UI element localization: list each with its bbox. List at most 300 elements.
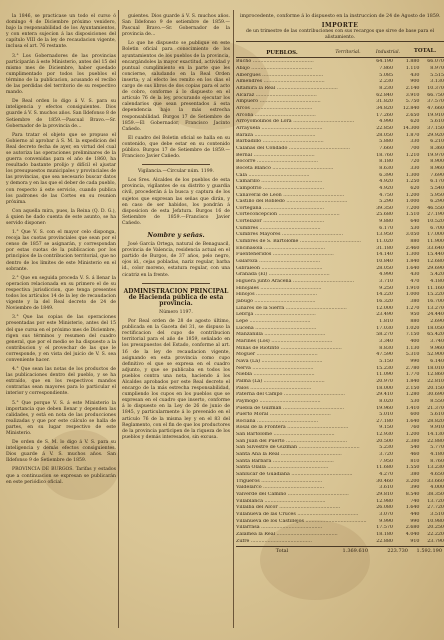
industrial-value: 2.780 (405, 365, 420, 371)
pueblo-name: Camarillo ........................................ (236, 179, 323, 185)
industrial-value: 12.840 (402, 105, 420, 111)
pueblo-name: Paterna del Campo ........................................ (236, 392, 345, 398)
table-row (236, 539, 444, 546)
territorial-value: 12.980 (376, 498, 393, 504)
paragraph: Los Sres. Alcaldes de los pueblos de esta provincia, vigilantes de su distrito y guardia civil, procederán á la busca y captura de los sujetos que expresan las señas que dirán, y en caso de ser habidos, los pondrán á disposicion de esta Jefatura. Burgos 16 de Setiembre de 1859.—Francisco Javier Cañedo. (122, 178, 230, 226)
industrial-value: 2.140 (405, 86, 420, 91)
total-value: 6.700 (430, 225, 444, 231)
industrial-value: 1.550 (405, 465, 420, 471)
pueblo-name: Santa Olalla ........................................ (236, 465, 329, 471)
table-row (236, 379, 444, 386)
industrial-value: 640 (410, 219, 420, 225)
table-row (236, 372, 444, 379)
industrial-value: 1.640 (405, 265, 420, 271)
territorial-value: 12.930 (376, 432, 393, 438)
paragraph: De orden de S. M. lo digo á V. S. para su inteligencia y demás efectos consiguientes. Dios guarde á V. S. muchos años. San Ildefonso 9 de Setiembre de 1859. (6, 440, 116, 464)
industrial-value: 430 (410, 272, 420, 278)
table-row (236, 153, 444, 160)
table-row (236, 179, 444, 186)
industrial-value: 950 (410, 312, 420, 318)
pueblo-name: Bernal ........................................ (236, 152, 315, 158)
total-value: 9.910 (430, 425, 444, 431)
industrial-value: 530 (410, 225, 420, 231)
section-heading: Nombre y señas. (147, 232, 205, 239)
territorial-value: 5.290 (379, 199, 393, 205)
table-row (236, 166, 444, 173)
table-row (236, 459, 444, 466)
territorial-value: 6.170 (379, 225, 393, 231)
industrial-value: 1.200 (405, 432, 420, 438)
industrial-value: 2.650 (405, 112, 420, 118)
table-row (236, 139, 444, 146)
territorial-value: 8.830 (379, 345, 393, 351)
pueblo-name: Palos ........................................ (236, 385, 312, 391)
column-2 (122, 14, 230, 444)
pueblo-name: Baraza ........................................ (236, 132, 316, 138)
column-3 (236, 14, 444, 554)
territorial-value: 17.030 (376, 325, 393, 331)
pueblo-name: Rociana ........................................ (236, 418, 319, 424)
pueblo-name: Zalamea la Real ........................................ (236, 531, 338, 537)
pueblo-name: Cumbres Mayores ........................................ (236, 232, 343, 238)
industrial-value: 540 (410, 445, 420, 451)
table-row (236, 332, 444, 339)
industrial-value: 1.110 (405, 66, 420, 72)
pueblo-name: Albérgues ........................................ (236, 72, 324, 78)
territorial-value: 7.860 (379, 66, 393, 72)
industrial-value: 3.050 (405, 232, 420, 238)
territorial-value: 5.085 (379, 72, 393, 78)
territorial-value: 22.880 (376, 538, 393, 544)
total-value: 24.440 (427, 312, 444, 318)
industrial-value: 400 (410, 338, 420, 344)
column-divider (233, 10, 234, 628)
paragraph: José García Ortega, natural de Benaguacil, provincia de Valencia, residencia actual en el partido de Burgos, de 37 años, pelo negro, ojos id., cejas pobladas, nariz regular, barba id., color moreno, estatura regular, con una cicatriz en la frente. (122, 242, 230, 278)
territorial-value: 3.610 (379, 485, 393, 491)
table-row (236, 306, 444, 313)
paragraph: 1.° Que V. S. con el mayor celo disponga, recoja las cuotas provinciales que sean por el censo de 1857 se asignarán, y correspondan por estas cuotas de la publicacion por los principios de la contribucion territorial, que no dentro de los límites de este Ministerio en el sobrante. (6, 230, 116, 272)
total-value: 38.350 (427, 492, 444, 498)
industrial-value: 7.200 (405, 205, 420, 211)
pueblo-name: Cortegana ........................................ (236, 205, 325, 211)
territorial-value: 16.320 (376, 299, 393, 304)
territorial-value: 26.080 (376, 505, 393, 511)
pueblo-name: Boceta Blanco ........................................ (236, 165, 334, 171)
industrial-value: 1.880 (405, 59, 420, 65)
table-row (236, 239, 444, 246)
header-industrial: Industrial. (375, 50, 401, 56)
territorial-value: 5.010 (379, 412, 393, 418)
industrial-value: 900 (410, 79, 420, 85)
table-row (236, 226, 444, 233)
territorial-value: 14.220 (376, 292, 393, 298)
pueblo-name: Villarrasa ........................................ (236, 525, 323, 531)
territorial-value: 47.590 (376, 352, 393, 358)
total-value: 21.370 (427, 405, 444, 411)
paragraph: Con aquella mira, pues, la Reina (Q. D. G.), á quien he dado cuenta de este asunto, se ha servido disponer: (6, 208, 116, 226)
industrial-value: 620 (410, 119, 420, 125)
intro-text: improcedente, conforme á lo dispuesto en la instruccion de 24 de Agosto de 1859. (240, 14, 441, 19)
table-row (236, 399, 444, 406)
total-value: 22.220 (427, 531, 444, 537)
industrial-value: 1.200 (405, 192, 420, 198)
table-row (236, 445, 444, 452)
total-value: 19.910 (427, 112, 444, 118)
territorial-value: 9.990 (379, 518, 393, 524)
separator (142, 283, 210, 284)
industrial-value: 3.910 (405, 92, 420, 98)
paragraph: PROVINCIA DE BURGOS. Tarifas y estados que a continuacion se expresan se publicarán en este periódico oficial. (6, 467, 116, 485)
territorial-value: 6.390 (379, 172, 393, 178)
territorial-value: 8.630 (379, 165, 393, 171)
table-row (236, 525, 444, 532)
industrial-value: 700 (410, 145, 420, 151)
industrial-value: 1.640 (405, 505, 420, 511)
industrial-value: 910 (410, 538, 420, 544)
pueblo-name: Valverde del Camino ........................................ (236, 492, 349, 498)
table-row (236, 259, 444, 266)
pueblo-name: Palma (La) ........................................ (236, 378, 325, 384)
table-row (236, 219, 444, 226)
pueblo-name: San Juan del Puerto ........................................ (236, 438, 347, 444)
paragraph: De Real orden lo digo á V. S. para su inteligencia y efectos consiguientes. Dios guarde á V. S. muchos años. San Ildefonso 8 de Setiembre de 1859.—Pascual Bravo.—Sr. Gobernador de la provincia de… (6, 99, 116, 129)
total-value: 28.820 (427, 418, 444, 424)
territorial-value: 25.680 (376, 212, 393, 218)
industrial-value: 760 (410, 425, 420, 431)
table-row (236, 392, 444, 399)
paragraph: guientes. Dios guarde á V. S. muchos años. San Ildefonso 9 de setiembre de 1859.—Pascual Bravo.—Sr. Gobernador de la provincia de… (122, 14, 230, 38)
territorial-value: 29.410 (376, 392, 393, 398)
territorial-value: 7.660 (379, 145, 393, 151)
pueblo-name: Zufre ........................................ (236, 538, 312, 544)
pueblo-name: Villanueva de los Castillejos ........................................ (236, 518, 367, 524)
total-industrial: 223.730 (387, 548, 408, 555)
pueblo-name: Cañaveral de Leon ........................................ (236, 192, 345, 198)
total-value: 5.540 (430, 185, 444, 191)
total-value: 5.515 (430, 72, 444, 78)
table-row (236, 386, 444, 393)
total-value: 3.510 (430, 512, 444, 517)
pueblo-name: Barbadillo ........................................ (236, 139, 324, 145)
table-row (236, 352, 444, 359)
territorial-value: 64.190 (376, 59, 393, 65)
pueblo-name: Hinojos ........................................ (236, 292, 318, 298)
territorial-value: 20.970 (376, 378, 393, 384)
territorial-value: 39.350 (376, 205, 393, 211)
pueblo-name: Almendres ........................................ (236, 79, 325, 85)
industrial-value: 1.910 (405, 285, 420, 291)
pueblo-name: Corteconcepcion ........................................ (236, 212, 340, 218)
pueblo-name: Jabugo ........................................ (236, 299, 316, 304)
pueblo-name: Ampuero ........................................ (236, 99, 321, 105)
territorial-value: 17.260 (376, 112, 393, 118)
industrial-value: 530 (410, 398, 420, 404)
total-value: 10.370 (427, 86, 444, 91)
pueblo-name: Puerto Moral ........................................ (236, 412, 331, 418)
table-row (236, 199, 444, 206)
territorial-value: 9.250 (379, 285, 393, 291)
industrial-value: 1.870 (405, 132, 420, 138)
table-row (236, 452, 444, 459)
table-row (236, 346, 444, 353)
territorial-value: 8.020 (379, 398, 393, 404)
territorial-value: 8.180 (379, 159, 393, 165)
table-row (236, 206, 444, 213)
industrial-value: 990 (410, 518, 420, 524)
industrial-value: 620 (410, 185, 420, 191)
pueblo-name: Manzanilla ........................................ (236, 332, 326, 338)
table-row (236, 485, 444, 492)
total-value: 29.690 (427, 265, 444, 271)
territorial-value: 4.990 (379, 272, 393, 278)
total-value: 8.360 (430, 145, 444, 151)
total-value: 19.970 (427, 152, 444, 158)
table-row (236, 419, 444, 426)
total-value: 66.070 (427, 59, 444, 65)
total-value: 22.880 (427, 438, 444, 444)
territorial-value: 1.810 (379, 318, 393, 324)
pueblo-name: Alcaraz ........................................ (236, 92, 317, 98)
notice-number: Número 1197. (159, 309, 193, 315)
header-pueblos: PUEBLOS. (266, 50, 298, 57)
total-value: 20.150 (427, 385, 444, 391)
total-value: 4.180 (430, 452, 444, 458)
total-value: 5.420 (430, 272, 444, 278)
table-row (236, 359, 444, 366)
pueblo-name: San Bartolomé ........................................ (236, 432, 335, 438)
table-row (236, 519, 444, 526)
total-value: 6.170 (430, 179, 444, 185)
pueblo-name: Villanueva de las Cruces ........................................ (236, 512, 359, 517)
pueblo-name: Sanlúcar de Guadiana ........................................ (236, 472, 353, 478)
territorial-value: 5.230 (379, 445, 393, 451)
total-value: 15.220 (427, 292, 444, 298)
territorial-value: 11.090 (376, 372, 393, 378)
total-value: 37.570 (427, 99, 444, 105)
total-value: 29.920 (427, 132, 444, 138)
territorial-value: 15.230 (376, 365, 393, 371)
table-row (236, 126, 444, 133)
pueblo-name: Campofrio ........................................ (236, 185, 325, 191)
pueblo-name: Bucho ........................................ (236, 59, 314, 65)
industrial-value: 390 (410, 485, 420, 491)
industrial-value: 1.510 (405, 212, 420, 218)
industrial-value: 1.270 (405, 305, 420, 311)
total-value: 17.000 (427, 232, 444, 238)
total-value: 22.810 (427, 378, 444, 384)
territorial-value: 3.710 (379, 279, 393, 285)
total-value: 15.440 (427, 252, 444, 258)
territorial-value: 4.750 (379, 192, 393, 198)
industrial-value: 330 (410, 165, 420, 171)
industrial-value: 1.770 (405, 372, 420, 378)
total-value: 37.150 (427, 125, 444, 131)
industrial-value: 2.380 (405, 438, 420, 444)
table-row (236, 366, 444, 373)
industrial-value: 740 (410, 498, 420, 504)
table-subheading: de un trimestre de las contribuciones con sus recargos que sirve de base para el alistamiento. (245, 29, 435, 40)
total-value: 27.720 (427, 505, 444, 511)
table-row (236, 479, 444, 486)
pueblo-name: Arcos ........................................ (236, 105, 313, 111)
total-value: 8.760 (430, 458, 444, 464)
territorial-value: 18.000 (376, 385, 393, 391)
industrial-value: 440 (410, 512, 420, 517)
table-row (236, 319, 444, 326)
separator (142, 164, 210, 165)
table-row (236, 193, 444, 200)
table-row (236, 465, 444, 472)
paragraph: 5.° Que porque V. S. á este Ministerio la importancia que deben llenar y dependen las calidades, y está en nota de las producciones realizadas y que por este cálculo se halla de partes, en su lugar respectivo de este Ministerio. (6, 400, 116, 436)
total-value: 33.660 (427, 478, 444, 484)
paragraph: 2.° Que en seguida proceda V. S. á llenar la operacion relacionada en su primero el de su respectiva jurisdiccion, que tenga presentes todos los artículos 14 de la ley de recaudacion vigente y la del Real decreto de 24 de Noviembre de 1849. (6, 275, 116, 312)
total-value: 8.550 (430, 398, 444, 404)
total-value: 5.610 (430, 119, 444, 125)
territorial-value: 14.140 (376, 252, 393, 258)
industrial-value: 1.210 (405, 152, 420, 158)
pueblo-name: Nerva ........................................ (236, 365, 314, 371)
total-value: 20.250 (427, 525, 444, 531)
table-row (236, 86, 444, 93)
pueblo-name: Paymogo ........................................ (236, 398, 321, 404)
total-value: 46.550 (427, 205, 444, 211)
total-value: 9.960 (430, 345, 444, 351)
industrial-value: 1.280 (405, 392, 420, 398)
table-row (236, 425, 444, 432)
table-row (236, 146, 444, 153)
pueblo-name: Arcoba ........................................ (236, 112, 316, 118)
total-value: 12.680 (427, 259, 444, 265)
territorial-value: 7.950 (379, 458, 393, 464)
table-heading: IMPORTE (321, 22, 359, 29)
territorial-value: 34.820 (376, 105, 393, 111)
pueblo-name: Galaroza ........................................ (236, 259, 321, 265)
total-value: 13.720 (427, 498, 444, 504)
pueblo-name: Lebrija ........................................ (236, 312, 316, 318)
pueblo-name: Castillo del Robledo ........................................ (236, 199, 348, 205)
table-header (236, 44, 444, 56)
table-row (236, 119, 444, 126)
territorial-value: 4.270 (379, 472, 393, 478)
industrial-value: 380 (410, 299, 420, 304)
pueblo-name: Lepe ........................................ (236, 318, 311, 324)
pueblo-name: Trigueros ........................................ (236, 478, 323, 484)
industrial-value: 1.840 (405, 378, 420, 384)
pueblo-name: Niebla ........................................ (236, 372, 315, 378)
industrial-value: 1.410 (405, 405, 420, 411)
table-row (236, 246, 444, 253)
table-row (236, 159, 444, 166)
industrial-value: 880 (410, 318, 420, 324)
table-rule (236, 41, 444, 42)
total-value: 5.610 (430, 412, 444, 418)
industrial-value: 2.680 (405, 525, 420, 531)
territorial-value: 18.760 (376, 152, 393, 158)
table-row (236, 133, 444, 140)
territorial-value: 11.680 (376, 465, 393, 471)
territorial-value: 28.050 (376, 265, 393, 271)
industrial-value: 600 (410, 412, 420, 418)
total-value: 11.900 (427, 239, 444, 245)
total-value: 14.130 (427, 432, 444, 438)
territorial-value: 4.920 (379, 185, 393, 191)
table-rule (236, 546, 444, 547)
paragraph: El cuadro del Boletin oficial se halla en su contenido, que debe estar en su contenido público. Burgos 17 de Setiembre de 1859.—Francisco Javier Cañedo. (122, 135, 230, 160)
paragraph: la 1846, se practicase un todo el curso ó domingo 4 de Diciembre próximo venidero, bajo la responsabilidad de los Ayuntamientos, y con entera sujecion á las disposiciones del capítulo VIII de la ley de recaudacion vigente, inclusa el art. 76 restante. (6, 14, 116, 50)
total-value: 13.230 (427, 465, 444, 471)
total-value: 52.900 (427, 352, 444, 358)
table-row (236, 286, 444, 293)
table-row (236, 99, 444, 106)
territorial-value: 12.000 (376, 305, 393, 311)
paragraph: Para tratar el objeto que se propuso el Gobierno al aprobar á S. M. la expedicion del Real decreto fecha de ayer, en virtud del cual se autoriza las operaciones preliminares de la guerra convenidas para el año de 1860, ha resultado bastante prolijo y difícil el ajustar los presupuestos municipales y provinciales de las provincias, que sea necesario buscar datos y demora y en las que el deber de cada pueblo, con respecto á este servicio, cuando publica los padrones de las Cortes en su reunion próxima. (6, 132, 116, 205)
industrial-value: 1.130 (405, 345, 420, 351)
notice-title: Vigilancia.—Circular núm. 1199. (137, 169, 215, 175)
paragraph: 3.° Los Gobernadores de las provincias participarán á este Ministerio, antes del 15 del mismo mes de Diciembre, haber quedado cumplimentado por todos los pueblos el término de la publicacion, acusando el recibo de las perdidas del territorio de su respectivo mando. (6, 53, 116, 96)
industrial-value: 1.840 (405, 259, 420, 265)
industrial-value: 3.200 (405, 478, 420, 484)
territorial-value: 10.840 (376, 259, 393, 265)
territorial-value: 22.850 (376, 125, 393, 131)
pueblo-name: Cumbres ........................................ (236, 225, 321, 231)
industrial-value: 1.000 (405, 292, 420, 298)
total-row (236, 548, 444, 554)
industrial-value: 2.150 (405, 385, 420, 391)
territorial-value: 11.020 (376, 239, 393, 245)
total-value: 4.650 (430, 472, 444, 478)
industrial-value: 810 (410, 458, 420, 464)
territorial-value: 29.810 (376, 492, 393, 498)
industrial-value: 720 (410, 159, 420, 165)
industrial-value: 990 (410, 358, 420, 364)
table-rule (236, 57, 444, 58)
pueblo-name: San Silvestre de Guzmán ........................................ (236, 445, 360, 451)
paragraph: Por Real orden de 28 de agosto último, publicada en la Gaceta del 31, se dispuso la rectificacion del cupo de contribucion territorial para el año de 1859, señalado en los presupuestos del Estado, conforme al art. 16 de la ley de recaudacion vigente, asignando en esta provincia como cupo definitivo el que se expresa en el cuadro adjunto, y que se publicaba en todos los pueblos contra una nota, haciendo á los Alcaldes aprobados por este Real decreto el encargo de la más estrecha responsabilidad, cumpliendo los cupos en los pueblos que se expresan en el cuadro que inserto, conforme á lo dispuesto en la Ley de 26 de junio de 1845, y particularmente á lo prevenido en el artículo 76 de la misma ley y en el 83 del Reglamento, con el fin de que los productores de la provincia participen de la riqueza de los pueblos y demás interesados, sin excusa. (122, 319, 230, 440)
territorial-value: 4.920 (379, 179, 393, 185)
table-row (236, 212, 444, 219)
pueblo-name: Granada (El) ........................................ (236, 272, 330, 278)
table-row (236, 113, 444, 120)
territorial-value: 3.720 (379, 452, 393, 458)
table-row (236, 79, 444, 86)
total-value: 6.210 (430, 139, 444, 145)
pueblo-name: Minas de Riotinto ........................................ (236, 345, 342, 351)
territorial-value: 17.570 (376, 525, 393, 531)
pueblo-name: Encinasola ........................................ (236, 245, 326, 251)
industrial-value: 430 (410, 72, 420, 78)
industrial-value: 470 (410, 279, 420, 285)
pueblo-name: Altamira la Real ........................................ (236, 86, 338, 91)
total-value: 13.270 (427, 305, 444, 311)
total-value: 10.980 (427, 518, 444, 524)
total-label: Total (275, 548, 289, 555)
table-row (236, 186, 444, 193)
territorial-value: 13.950 (376, 232, 393, 238)
table-row (236, 412, 444, 419)
total-value: 8.900 (430, 159, 444, 165)
total-value: 5.770 (430, 445, 444, 451)
pueblo-name: Villalba del Alcor ........................................ (236, 505, 341, 511)
pueblo-name: Arrayuela ........................................ (236, 125, 323, 131)
table-row (236, 59, 444, 66)
industrial-value: 1.000 (405, 199, 420, 205)
header-territorial: Territorial. (335, 50, 361, 56)
table-row (236, 499, 444, 506)
column-1 (6, 14, 116, 489)
table-row (236, 512, 444, 519)
pueblo-name: Hinojales ........................................ (236, 285, 322, 291)
pueblo-name: Gibraleón ........................................ (236, 265, 323, 271)
